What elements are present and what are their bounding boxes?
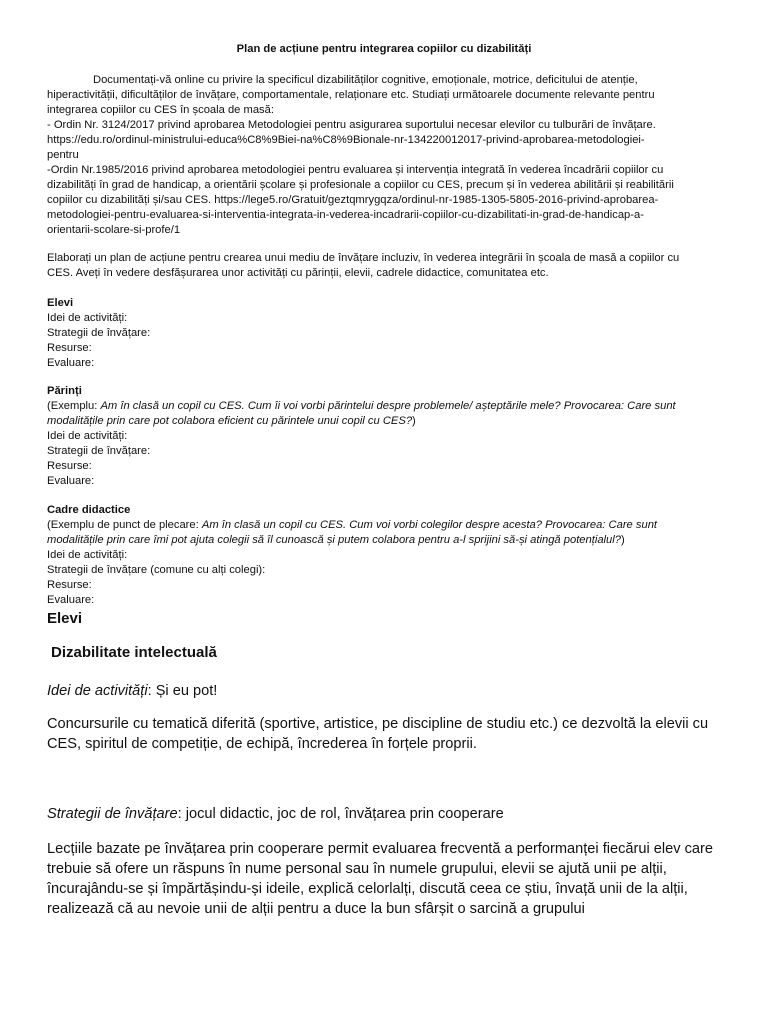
section-parinti bbox=[47, 384, 737, 489]
intro-line: -Ordin Nr.1985/2016 privind aprobarea metodologiei pentru evaluarea și intervenția integrată în vederea încadrării copiilor cu bbox=[47, 164, 664, 176]
section-elevi bbox=[47, 296, 737, 371]
url-line: pentru bbox=[47, 149, 79, 161]
strategies-paragraph bbox=[47, 839, 737, 919]
ideas-line bbox=[47, 681, 737, 701]
example-close: ) bbox=[620, 534, 625, 546]
strategies-value: : jocul didactic, joc de rol, învățarea prin cooperare bbox=[177, 806, 504, 822]
field-label: Idei de activități: bbox=[47, 312, 128, 324]
url-line: metodologiei-pentru-evaluarea-si-interventia-integrata-in-vederea-incadrarii-copiilor-cu-dizabilitati-in-grad-de-handicap-a- bbox=[47, 209, 644, 221]
intro-line: integrarea copiilor cu CES în școala de masă: bbox=[47, 104, 274, 116]
ideas-text-line: CES, spiritul de competiție, de echipă, încrederea în forțele proprii. bbox=[47, 736, 477, 752]
example-label: (Exemplu de punct de plecare: bbox=[47, 519, 202, 531]
strategies-text-line: încurajându-se și împărtășindu-și ideile, explică celorlalți, discută ceea ce știu, învață unii de la alții, bbox=[47, 881, 688, 897]
url-line: https://edu.ro/ordinul-ministrului-educa%C8%9Biei-na%C8%9Bionale-nr-134220012017-privind-aprobarea-metodologiei- bbox=[47, 134, 645, 146]
intro-line: copiilor cu dizabilități și/sau CES. https://lege5.ro/Gratuit/geztqmrygqza/ordinul-nr-1985-1305-5805-2016-privind-aprobarea- bbox=[47, 194, 659, 206]
strategies-line bbox=[47, 804, 737, 824]
example-text: modalitățile prin care pot colabora eficient cu părintele unui copil cu CES? bbox=[47, 415, 413, 427]
field-label: Idei de activități: bbox=[47, 549, 128, 561]
task-paragraph bbox=[47, 251, 737, 281]
field-label: Evaluare: bbox=[47, 475, 95, 487]
task-line: Elaborați un plan de acțiune pentru crearea unui mediu de învățare incluziv, în vederea integrării în școala de masă a copiilor cu bbox=[47, 252, 680, 264]
section-heading: Elevi bbox=[47, 297, 74, 309]
example-line bbox=[47, 533, 737, 548]
ideas-value: : Și eu pot! bbox=[147, 683, 218, 699]
example-line bbox=[47, 399, 737, 414]
intro-line: dizabilități în grad de handicap, a orientării școlare și profesionale a copiilor cu CES, precum și în vederea abilitării și reabilitării bbox=[47, 179, 674, 191]
field-label: Strategii de învățare: bbox=[47, 327, 151, 339]
section-heading: Cadre didactice bbox=[47, 504, 131, 516]
example-label: (Exemplu: bbox=[47, 400, 101, 412]
answer-subheading: Dizabilitate intelectuală bbox=[51, 644, 217, 661]
field-label: Resurse: bbox=[47, 579, 92, 591]
example-close: ) bbox=[412, 415, 416, 427]
field-label: Evaluare: bbox=[47, 594, 95, 606]
strategies-label: Strategii de învățare bbox=[47, 806, 178, 822]
strategies-text-line: trebuie să ofere un răspuns în nume personal sau în numele grupului, elevii se ajută unii pe alții, bbox=[47, 861, 667, 877]
strategies-text-line: realizează că au nevoie unii de alții pentru a duce la bun sfârșit o sarcină a grupului bbox=[47, 901, 585, 917]
field-label: Resurse: bbox=[47, 460, 92, 472]
example-text: Am în clasă un copil cu CES. Cum îi voi vorbi părintelui despre problemele/ așteptările mele? Provocarea: Care sunt bbox=[100, 400, 676, 412]
ideas-paragraph bbox=[47, 714, 737, 754]
section-heading: Părinți bbox=[47, 385, 82, 397]
section-cadre-didactice bbox=[47, 503, 737, 608]
field-label: Resurse: bbox=[47, 342, 92, 354]
field-label: Strategii de învățare (comune cu alți colegi): bbox=[47, 564, 266, 576]
example-line bbox=[47, 518, 737, 533]
example-text: modalitățile prin care îmi pot ajuta colegii să îl cunoască și putem colabora pentru a-l sprijini să-și atingă potențialul? bbox=[47, 534, 621, 546]
field-label: Idei de activități: bbox=[47, 430, 128, 442]
intro-paragraph bbox=[47, 73, 737, 238]
url-line: orientarii-scolare-si-profe/1 bbox=[47, 224, 181, 236]
answer-heading: Elevi bbox=[47, 610, 83, 627]
intro-line: - Ordin Nr. 3124/2017 privind aprobarea Metodologiei pentru asigurarea suportului necesar elevilor cu tulburări de învățare. bbox=[47, 119, 656, 131]
ideas-text-line: Concursurile cu tematică diferită (sportive, artistice, pe discipline de studiu etc.) ce dezvoltă la elevii cu bbox=[47, 716, 709, 732]
field-label: Evaluare: bbox=[47, 357, 95, 369]
example-line bbox=[47, 414, 737, 429]
example-text: Am în clasă un copil cu CES. Cum voi vorbi colegilor despre acesta? Provocarea: Care sunt bbox=[201, 519, 658, 531]
intro-line: Documentați-vă online cu privire la specificul dizabilităților cognitive, emoționale, motrice, deficitului de atenție, bbox=[93, 74, 638, 86]
field-label: Strategii de învățare: bbox=[47, 445, 151, 457]
intro-line: hiperactivității, dificultăților de învățare, comportamentale, relaționare etc. Studiați următoarele documente relevante pentru bbox=[47, 89, 655, 101]
strategies-text-line: Lecțiile bazate pe învățarea prin cooperare permit evaluarea frecventă a performanței fiecărui elev care bbox=[47, 841, 714, 857]
document-title: Plan de acțiune pentru integrarea copiilor cu dizabilități bbox=[236, 43, 532, 55]
ideas-label: Idei de activități bbox=[47, 683, 148, 699]
task-line: CES. Aveți în vedere desfășurarea unor activități cu părinții, elevii, cadrele didactice, comunitatea etc. bbox=[47, 267, 549, 279]
